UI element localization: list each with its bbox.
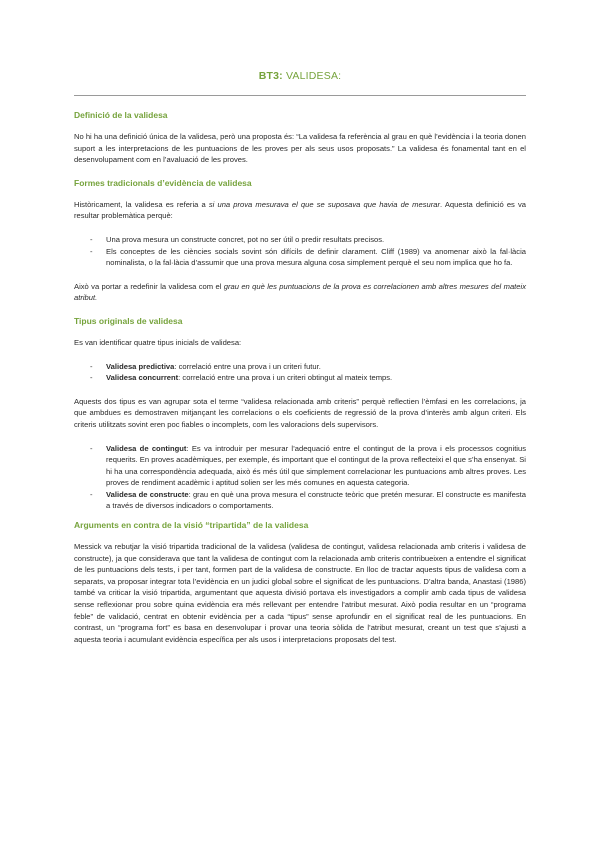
list-item: - Validesa de constructe: grau en què una prova mesura el constructe teòric que pretén mesurar. El constructe es manifesta a través de diversos indicadors o comportaments. xyxy=(90,489,526,511)
paragraph-redefinition: Això va portar a redefinir la validesa com el grau en què les puntuacions de la prova es correlacionen amb altres mesures del mateix atribut. xyxy=(74,281,526,303)
paragraph-criterion-related: Aquests dos tipus es van agrupar sota el terme “validesa relacionada amb criteris” perquè reflectien l’èmfasi en les correlacions, ja que ambdues es demostraven mitjançant les correlacions o els coeficients de regressió de la prova d’interès amb algun criteri. Els criteris utilitzats sovint eren poc fiables o incomplets, com les valoracions dels supervisors. xyxy=(74,396,526,429)
paragraph-definition: No hi ha una definició única de la validesa, però una proposta és: “La validesa fa referència al grau en què l’evidència i la teoria donen suport a les interpretacions de les puntuacions de les proves per als seus usos proposats.” La validesa és fonamental tant en el desenvolupament com en l’avaluació de les proves. xyxy=(74,132,526,165)
list-item: - Validesa concurrent: correlació entre una prova i un criteri obtingut al mateix temps. xyxy=(90,373,393,383)
content-construct-list xyxy=(74,443,526,513)
title-text: VALIDESA: xyxy=(282,70,342,82)
paragraph-historical: Històricament, la validesa es referia a si una prova mesurava el que se suposava que havia de mesurar. Aquesta definició es va resultar problemàtica perquè: xyxy=(74,199,526,221)
section-heading-original-types: Tipus originals de validesa xyxy=(74,315,183,326)
section-heading-definition: Definició de la validesa xyxy=(74,110,168,120)
title-divider xyxy=(74,95,526,96)
criterion-types-list xyxy=(74,361,526,384)
paragraph-messick-anastasi: Messick va rebutjar la visió tripartida tradicional de la validesa (validesa de contingut, validesa relacionada amb criteris i validesa de constructe), ja que considerava que tant la validesa de contingut com la relacionada amb criteris contribueixen a entendre el significat de les puntuacions dels tests, i per tant, formen part de la validesa de constructe. En lloc de tractar aquests tipus de validesa com a separats, va proposar integrar tota l’evidència en un judici global sobre el significat de les puntuacions. D’altra banda, Anastasi (1986) també va criticar la visió tripartida, argumentant que aquesta divisió portava els investigadors a complir amb cada tipus de validesa sense reflexionar prou sobre quina evidència era més rellevant per entendre l’atribut mesurat. Això podia resultar en un “programa feble” de validació, centrat en obtenir evidència per a cada “tipus” sense aprofundir en el significat real de les puntuacions. En contrast, un “programa fort” es basa en desenvolupar i provar una teoria sòlida de l’atribut mesurat, creant un test que s’ajusti a aquesta teoria i acumulant evidència específica per als usos i interpretacions proposats del test. xyxy=(74,542,526,644)
problems-list xyxy=(74,234,526,269)
section-heading-arguments: Arguments en contra de la visió “tripartida” de la validesa xyxy=(74,520,309,531)
list-item: - Una prova mesura un constructe concret, pot no ser útil o predir resultats precisos. xyxy=(90,234,385,244)
paragraph-types-intro: Es van identificar quatre tipus inicials de validesa: xyxy=(74,337,242,347)
page-title xyxy=(74,70,526,82)
list-item: - Els conceptes de les ciències socials sovint són difícils de definir clarament. Cliff (1989) va anomenar això la fal·làcia nominalista, o la fal·làcia d’assumir que una prova mesura alguna cosa simplement perquè el seu nom implica que ho fa. xyxy=(90,246,526,268)
section-heading-traditional-forms: Formes tradicionals d’evidència de validesa xyxy=(74,177,252,188)
list-item: - Validesa predictiva: correlació entre una prova i un criteri futur. xyxy=(90,361,321,371)
title-code: BT3: xyxy=(258,70,283,82)
list-item: - Validesa de contingut: Es va introduir per mesurar l’adequació entre el contingut de la prova i els processos cognitius requerits. En proves acadèmiques, per exemple, és important que el contingut de la prova reflecteixi el que s’ha ensenyat. Si hi ha una correspondència adequada, això és més útil que simplement correlacionar les puntuacions amb altres proves. Les proves de rendiment acadèmic i aptitud solien ser les més comunes en aquesta categoria. xyxy=(90,443,527,488)
